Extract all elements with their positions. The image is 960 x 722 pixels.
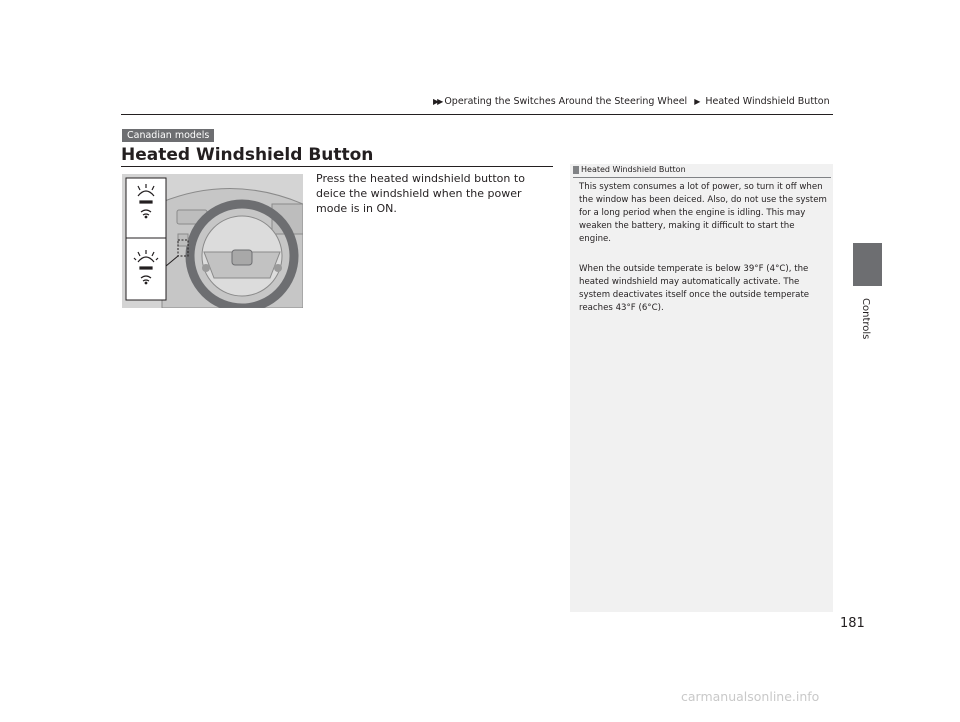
watermark: carmanualsonline.info: [681, 689, 820, 704]
breadcrumb-page: Heated Windshield Button: [705, 96, 830, 107]
breadcrumb: [433, 96, 833, 107]
note-paragraph-2: When the outside temperate is below 39°F (4°C), the heated windshield may automatically activate. The system deactivates itself once the outside temperate reaches 43°F (6°C).: [579, 264, 810, 313]
dashboard-drawing: [122, 174, 303, 308]
heading-divider: [121, 166, 553, 167]
note-title-text: Heated Windshield Button: [581, 165, 686, 174]
header-divider: [121, 114, 833, 115]
arrow-icon: ▶: [694, 97, 701, 106]
page-number: 181: [840, 616, 865, 631]
steering-wheel-illustration: [122, 174, 303, 308]
note-paragraph-1: This system consumes a lot of power, so turn it off when the window has been deiced. Also, do not use the system for a long period when the engine is idling. This may weaken the battery, making it difficult to start the engine.: [579, 182, 827, 244]
instruction-text: Press the heated windshield button to deice the windshield when the power mode is in ON.: [316, 172, 525, 215]
chapter-label-text: Controls: [860, 298, 871, 340]
note-marker-icon: [573, 166, 579, 174]
note-title: [573, 165, 831, 174]
breadcrumb-section: Operating the Switches Around the Steering Wheel: [444, 96, 688, 107]
region-badge: Canadian models: [122, 129, 214, 142]
chapter-label: [851, 298, 881, 358]
section-heading: Heated Windshield Button: [121, 145, 374, 165]
double-arrow-icon: ▶▶: [433, 97, 442, 106]
note-divider: [573, 177, 831, 178]
chapter-tab: [853, 243, 882, 286]
